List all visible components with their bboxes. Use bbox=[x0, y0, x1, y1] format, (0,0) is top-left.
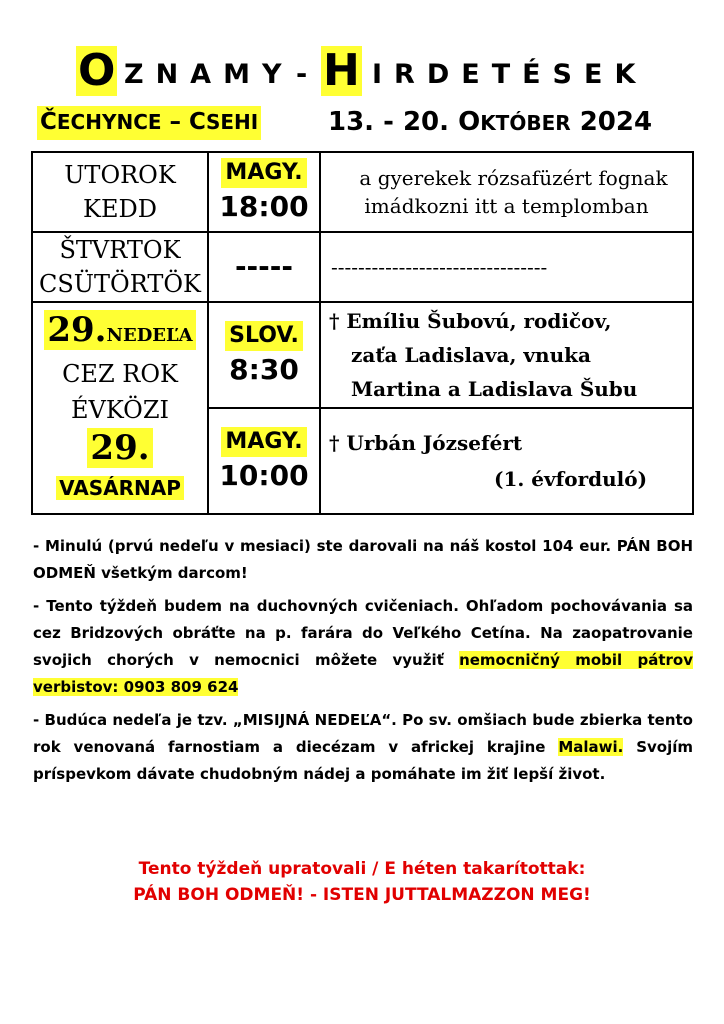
day-cell bbox=[32, 152, 208, 232]
language-badge: MAGY. bbox=[221, 427, 306, 457]
parish-name: ČECHYNCE – CSEHI bbox=[37, 106, 261, 140]
page-title bbox=[0, 44, 724, 100]
notice-offering: - Minulú (prvú nedeľu v mesiaci) ste darovali na náš kostol 104 eur. PÁN BOH ODMEŇ všetkým darcom! bbox=[33, 537, 693, 582]
title-initial-o: O bbox=[78, 45, 116, 96]
row-tuesday bbox=[32, 152, 693, 232]
mass-time: 8:30 bbox=[229, 353, 299, 386]
malawi-highlight: Malawi. bbox=[558, 738, 624, 756]
day-sk: ŠTVRTOK bbox=[59, 236, 181, 264]
mass-time: 10:00 bbox=[219, 459, 309, 492]
sunday-line: ÉVKÖZI bbox=[71, 396, 169, 424]
week-number-hu: 29. bbox=[87, 428, 152, 468]
day-hu: CSÜTÖRTÖK bbox=[39, 270, 201, 298]
time-cell bbox=[208, 302, 320, 408]
notice-mission-sunday: - Budúca nedeľa je tzv. „MISIJNÁ NEDEĽA“. Po sv. omšiach bude zbierka tento rok venovaná farnostiam a diecézam v africkej krajine Malawi. Svojím príspevkom dávate chudobným nádej a pomáhate im žiť lepší život. bbox=[33, 711, 693, 783]
title-hirdetesek: IRDETÉSEK bbox=[372, 59, 648, 90]
title-initial-h: H bbox=[323, 45, 360, 96]
day-cell-sunday bbox=[32, 302, 208, 514]
mass-schedule-table bbox=[31, 151, 694, 515]
title-oznamy: ZNAMY bbox=[124, 59, 294, 90]
day-cell bbox=[32, 232, 208, 302]
time-cell: ----- bbox=[208, 232, 320, 302]
mass-time: 18:00 bbox=[219, 190, 309, 223]
note-cell: -------------------------------- bbox=[320, 232, 693, 302]
note-cell bbox=[320, 152, 693, 232]
intention-cell bbox=[320, 302, 693, 408]
note-line: a gyerekek rózsafüzért fognak bbox=[359, 166, 668, 190]
intention-line: † Emíliu Šubovú, rodičov, bbox=[329, 309, 612, 333]
intention-line: Martina a Ladislava Šubu bbox=[351, 377, 638, 401]
intention-line: zaťa Ladislava, vnuka bbox=[351, 343, 591, 367]
intention-line: (1. évforduló) bbox=[494, 467, 648, 491]
week-dates: 13. - 20. OKTÓBER 2024 bbox=[328, 107, 653, 137]
week-number: 29.NEDEĽA bbox=[44, 310, 195, 350]
day-sk: UTOROK bbox=[64, 161, 176, 189]
notice-retreat: - Tento týždeň budem na duchovných cvičeniach. Ohľadom pochovávania sa cez Bridzových obráťte na p. farára do Veľkého Cetína. Na zaopatrovanie svojich chorých v nemocnici môžete využiť nemocničný mobil pátrov verbistov: 0903 809 624 bbox=[33, 597, 693, 696]
title-separator: - bbox=[296, 59, 308, 90]
cleaning-thanks: Tento týždeň upratovali / E héten takarítottak: bbox=[138, 859, 586, 879]
intention-line: † Urbán Józsefért bbox=[329, 431, 523, 455]
intention-cell bbox=[320, 408, 693, 514]
notices bbox=[33, 533, 693, 794]
sunday-line: CEZ ROK bbox=[62, 360, 178, 388]
note-line: imádkozni itt a templomban bbox=[364, 194, 649, 218]
sunday-hu: VASÁRNAP bbox=[56, 476, 184, 500]
time-cell bbox=[208, 408, 320, 514]
hospital-phone: nemocničný mobil pátrov verbistov: 0903 809 624 bbox=[33, 651, 693, 696]
blessing-line: PÁN BOH ODMEŇ! - ISTEN JUTTALMAZZON MEG! bbox=[133, 885, 591, 905]
language-badge: SLOV. bbox=[225, 321, 303, 351]
row-thursday bbox=[32, 232, 693, 302]
row-sunday-mass1 bbox=[32, 302, 693, 408]
time-cell bbox=[208, 152, 320, 232]
day-hu: KEDD bbox=[83, 195, 157, 223]
language-badge: MAGY. bbox=[221, 158, 306, 188]
